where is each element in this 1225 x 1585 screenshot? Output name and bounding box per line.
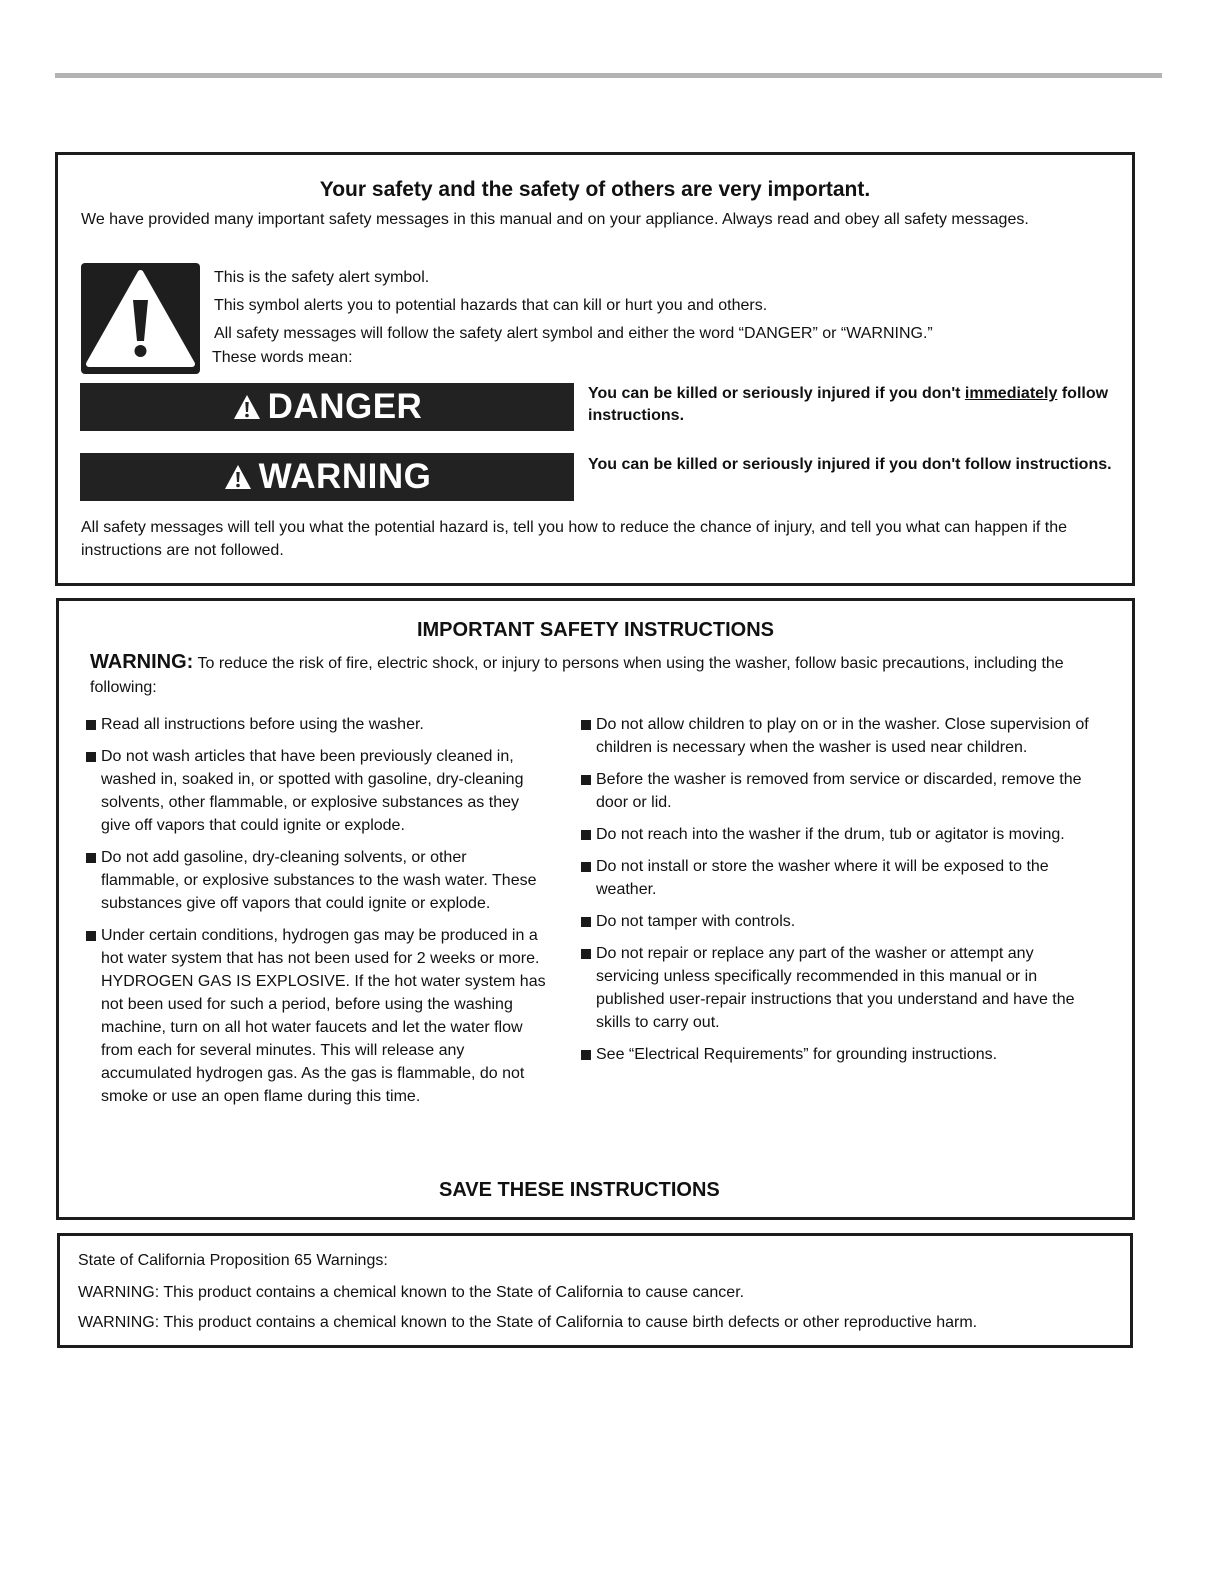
warning-triangle-icon bbox=[232, 393, 262, 421]
list-item: Under certain conditions, hydrogen gas may be produced in a hot water system that has not been used for 2 weeks or more. HYDROGEN GAS IS EXPLOSIVE. If the hot water system has not been used for such a period, before using the washing machine, turn on all hot water faucets and let the water flow from each for several minutes. This will release any accumulated hydrogen gas. As the gas is flammable, do not smoke or use an open flame during this time. bbox=[84, 924, 549, 1108]
danger-text-underlined: immediately bbox=[964, 385, 1058, 402]
warning-triangle-icon bbox=[223, 463, 253, 491]
warning-label: WARNING bbox=[258, 457, 432, 496]
top-rule bbox=[55, 73, 1162, 78]
danger-text-after: follow instructions. bbox=[588, 385, 1109, 424]
list-item: Before the washer is removed from service or discarded, remove the door or lid. bbox=[579, 768, 1099, 814]
bullet-square-icon bbox=[581, 862, 591, 872]
instructions-warning bbox=[90, 650, 1100, 700]
bullet-square-icon bbox=[581, 949, 591, 959]
list-item: Do not allow children to play on or in the washer. Close supervision of children is necessary when the washer is used near children. bbox=[579, 713, 1099, 759]
bullet-square-icon bbox=[581, 1050, 591, 1060]
instructions-title: IMPORTANT SAFETY INSTRUCTIONS bbox=[416, 619, 775, 641]
alert-line-1: This is the safety alert symbol. bbox=[214, 269, 430, 286]
danger-text-before: You can be killed or seriously injured if you don't bbox=[588, 385, 965, 402]
list-item: Read all instructions before using the washer. bbox=[84, 713, 549, 736]
bullet-square-icon bbox=[581, 720, 591, 730]
safety-alert-icon bbox=[81, 263, 200, 374]
warning-description: You can be killed or seriously injured if you don't follow instructions. bbox=[588, 456, 1112, 473]
bullet-square-icon bbox=[86, 931, 96, 941]
warning-heading: WARNING: bbox=[90, 651, 194, 673]
bullet-square-icon bbox=[581, 917, 591, 927]
danger-signal-bar bbox=[80, 383, 574, 431]
instructions-right-column bbox=[579, 713, 1099, 1075]
list-item: Do not add gasoline, dry-cleaning solvents, or other flammable, or explosive substances to the wash water. These substances give off vapors that could ignite or explode. bbox=[84, 846, 549, 915]
bullet-square-icon bbox=[86, 752, 96, 762]
prop65-heading: State of California Proposition 65 Warnings: bbox=[78, 1252, 388, 1269]
danger-description bbox=[588, 383, 1118, 427]
alert-line-3: All safety messages will follow the safety alert symbol and either the word “DANGER” or “WARNING.” bbox=[214, 325, 933, 342]
warning-signal-bar bbox=[80, 453, 574, 501]
list-item: Do not repair or replace any part of the washer or attempt any servicing unless specifically recommended in this manual or in published user-repair instructions that you understand and have the skills to carry out. bbox=[579, 942, 1099, 1034]
safety-title: Your safety and the safety of others are very important. bbox=[319, 178, 871, 201]
prop65-box bbox=[57, 1233, 1133, 1348]
safety-intro: We have provided many important safety messages in this manual and on your appliance. Always read and obey all safety messages. bbox=[81, 211, 1029, 228]
bullet-square-icon bbox=[86, 853, 96, 863]
alert-line-4: These words mean: bbox=[212, 349, 353, 366]
list-item: Do not install or store the washer where it will be exposed to the weather. bbox=[579, 855, 1099, 901]
prop65-warning-cancer: WARNING: This product contains a chemical known to the State of California to cause cancer. bbox=[78, 1284, 745, 1301]
list-item: Do not reach into the washer if the drum, tub or agitator is moving. bbox=[579, 823, 1099, 846]
alert-line-2: This symbol alerts you to potential hazards that can kill or hurt you and others. bbox=[214, 297, 768, 314]
prop65-warning-reproductive: WARNING: This product contains a chemical known to the State of California to cause birth defects or other reproductive harm. bbox=[78, 1314, 978, 1331]
instructions-left-column bbox=[84, 713, 549, 1117]
list-item: Do not tamper with controls. bbox=[579, 910, 1099, 933]
safety-footer: All safety messages will tell you what the potential hazard is, tell you how to reduce the chance of injury, and tell you what can happen if the instructions are not followed. bbox=[81, 519, 1068, 559]
safety-message-box bbox=[55, 152, 1135, 586]
bullet-square-icon bbox=[581, 775, 591, 785]
list-item: Do not wash articles that have been previously cleaned in, washed in, soaked in, or spotted with gasoline, dry-cleaning solvents, other flammable, or explosive substances as they give off vapors that could ignite or explode. bbox=[84, 745, 549, 837]
warning-body: To reduce the risk of fire, electric shock, or injury to persons when using the washer, follow basic precautions, including the following: bbox=[90, 655, 1064, 696]
list-item: See “Electrical Requirements” for grounding instructions. bbox=[579, 1043, 1099, 1066]
bullet-square-icon bbox=[581, 830, 591, 840]
danger-label: DANGER bbox=[267, 387, 423, 426]
instructions-box bbox=[56, 598, 1135, 1220]
save-instructions-heading: SAVE THESE INSTRUCTIONS bbox=[439, 1179, 720, 1201]
bullet-square-icon bbox=[86, 720, 96, 730]
